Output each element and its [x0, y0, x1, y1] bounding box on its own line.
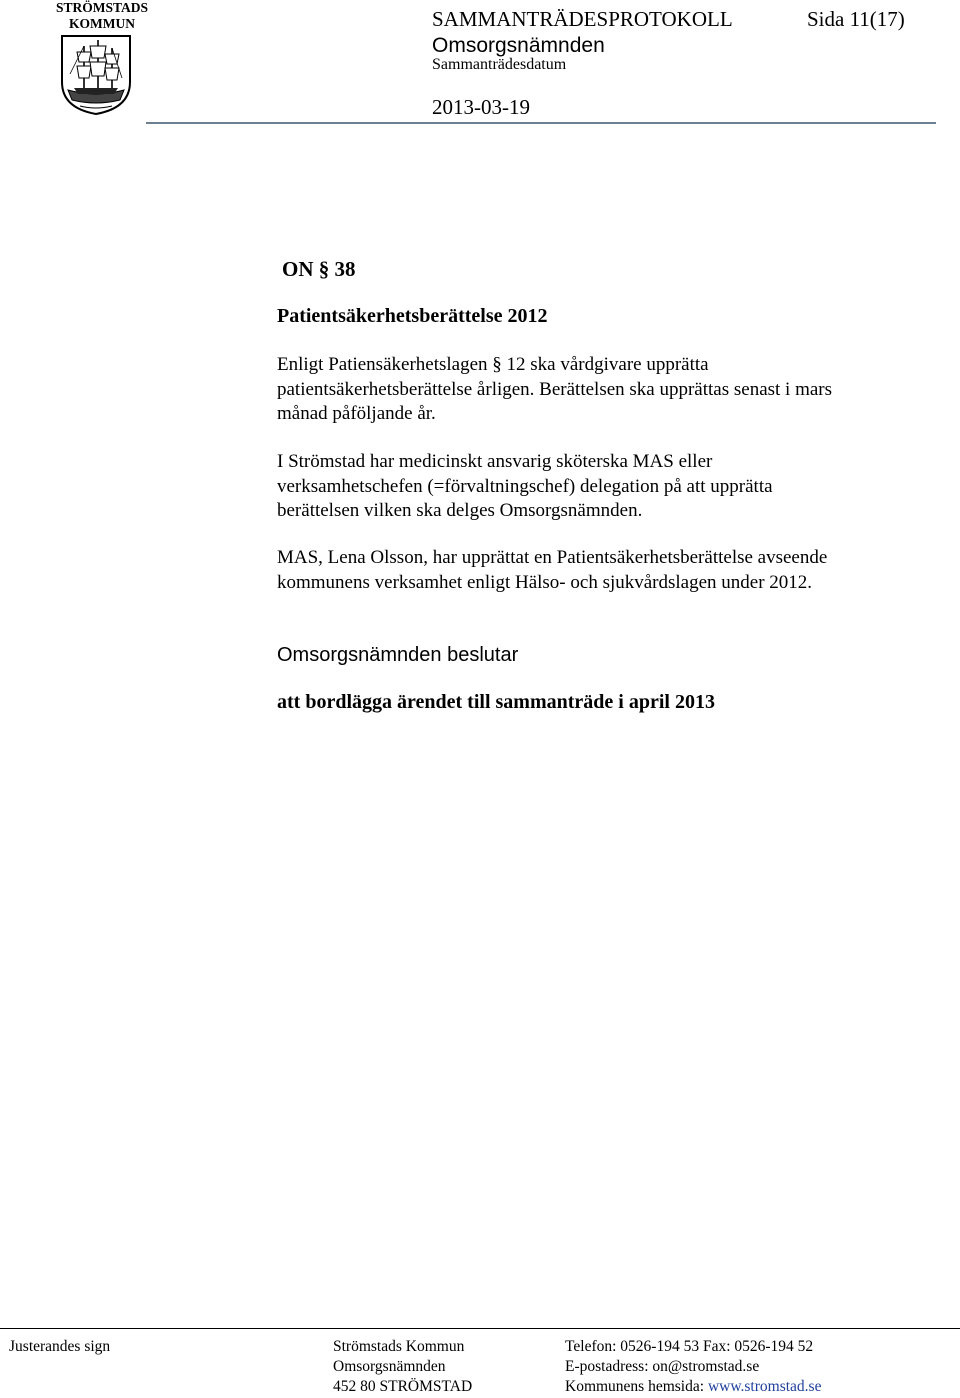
municipality-name-line2: KOMMUN	[69, 16, 135, 31]
footer-committee: Omsorgsnämnden	[333, 1358, 446, 1375]
meeting-date: 2013-03-19	[432, 95, 530, 119]
committee-name: Omsorgsnämnden	[432, 34, 605, 57]
page-number: Sida 11(17)	[807, 7, 905, 31]
footer-address: 452 80 STRÖMSTAD	[333, 1378, 473, 1395]
footer-divider	[0, 1328, 960, 1329]
document-title: SAMMANTRÄDESPROTOKOLL	[432, 7, 733, 31]
header-divider	[146, 122, 936, 124]
website-link[interactable]: www.stromstad.se	[707, 1378, 822, 1395]
decision-text: att bordlägga ärendet till sammanträde i april 2013	[277, 691, 715, 713]
ship-coat-of-arms-icon	[60, 34, 132, 116]
decision-heading: Omsorgsnämnden beslutar	[277, 644, 519, 666]
footer-phone: Telefon: 0526-194 53 Fax: 0526-194 52	[565, 1338, 814, 1355]
paragraph: Enligt Patiensäkerhetslagen § 12 ska vårdgivare upprätta patientsäkerhetsberättelse årligen. Berättelsen ska upprättas senast i mars månad påföljande år.	[277, 354, 833, 424]
paragraph: MAS, Lena Olsson, har upprättat en Patientsäkerhetsberättelse avseende kommunens verksamhet enligt Hälso- och sjukvårdslagen under 2012.	[277, 547, 828, 593]
footer-organization: Strömstads Kommun	[333, 1338, 465, 1355]
paragraph: I Strömstad har medicinskt ansvarig sköterska MAS eller verksamhetschefen (=förvaltningschef) delegation på att upprätta berättelsen vilken ska delges Omsorgsnämnden.	[277, 451, 773, 521]
case-title: Patientsäkerhetsberättelse 2012	[277, 305, 548, 327]
footer-website	[565, 1377, 821, 1397]
signature-label: Justerandes sign	[9, 1338, 111, 1355]
section-number: ON § 38	[282, 257, 356, 281]
website-label: Kommunens hemsida:	[565, 1378, 708, 1395]
date-label: Sammanträdesdatum	[432, 56, 567, 73]
municipality-name-line1: STRÖMSTADS	[55, 0, 149, 15]
footer-email: E-postadress: on@stromstad.se	[565, 1358, 760, 1375]
municipality-name	[52, 0, 152, 32]
